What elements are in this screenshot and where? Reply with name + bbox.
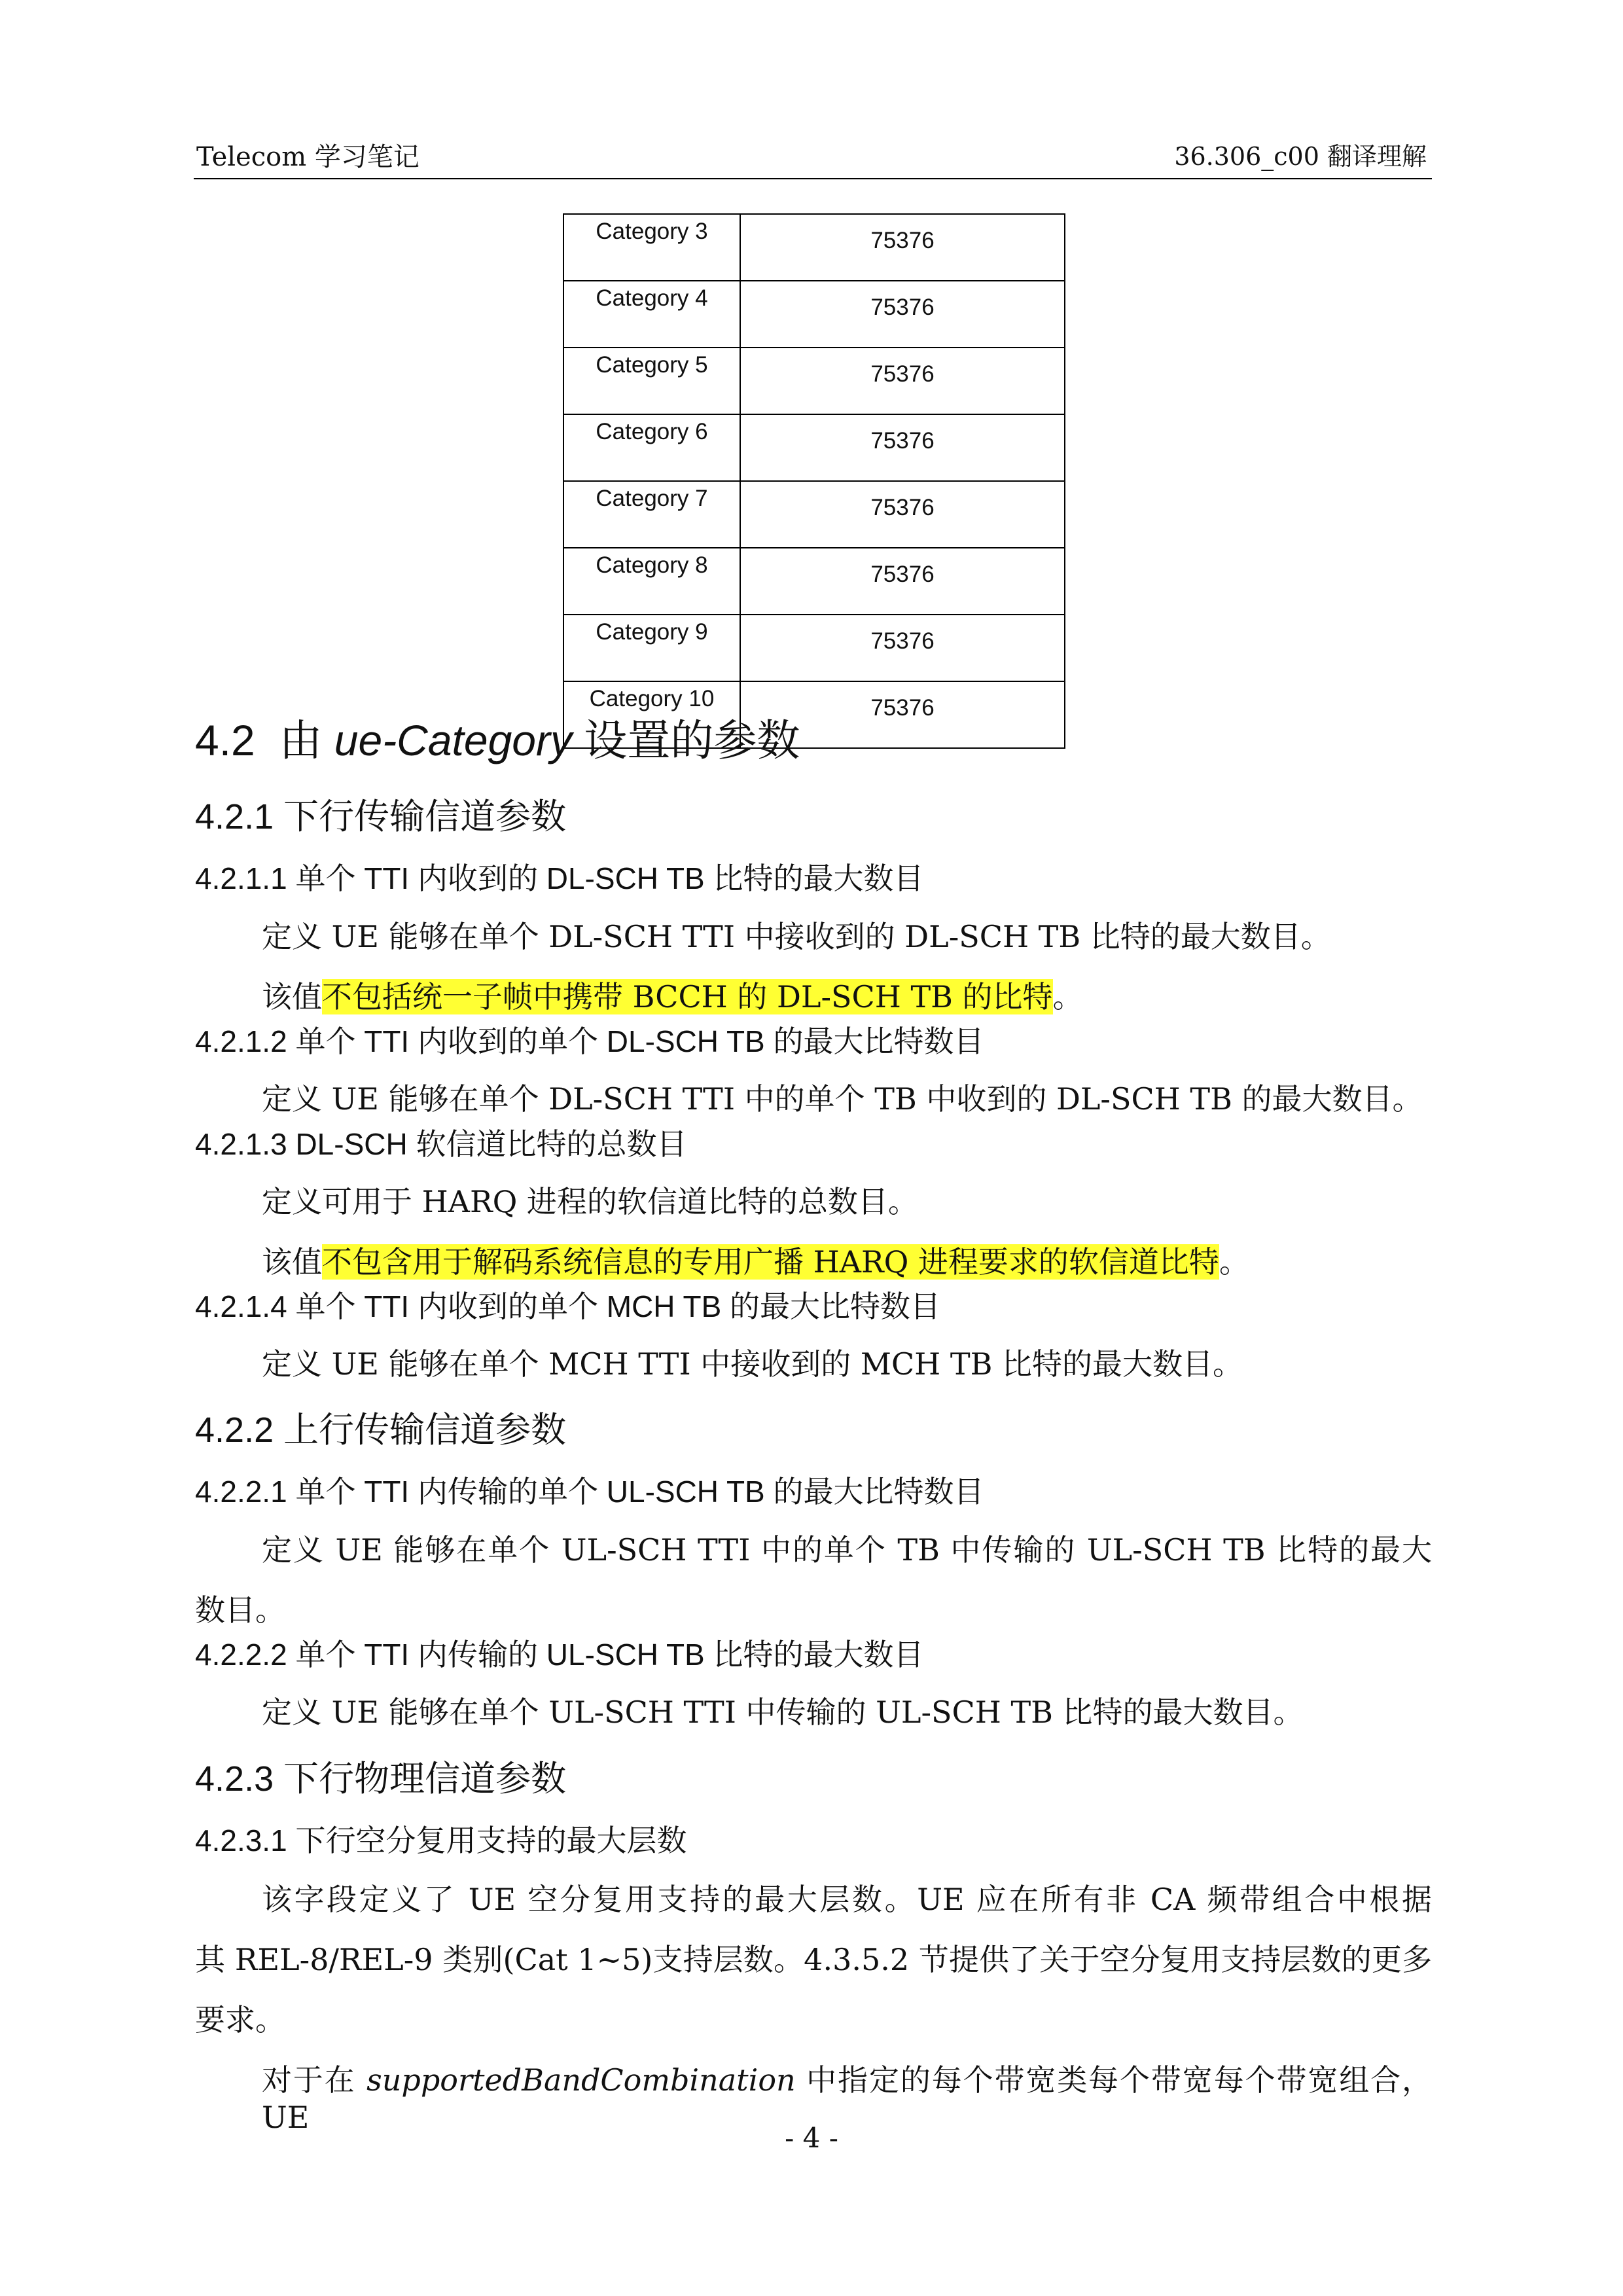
- paragraph: 该字段定义了 UE 空分复用支持的最大层数。UE 应在所有非 CA 频带组合中根据: [262, 1882, 1432, 1917]
- value-cell: 75376: [740, 348, 1065, 414]
- section-number: 4.2: [195, 716, 255, 764]
- paragraph: 定义 UE 能够在单个 MCH TTI 中接收到的 MCH TB 比特的最大数目。: [262, 1346, 1243, 1382]
- section-4-2-2-1-heading: 4.2.2.1 单个 TTI 内传输的单个 UL-SCH TB 的最大比特数目: [195, 1475, 984, 1509]
- category-cell: Category 5: [563, 348, 740, 414]
- category-cell: Category 10: [563, 681, 740, 748]
- paragraph: 定义 UE 能够在单个 UL-SCH TTI 中传输的 UL-SCH TB 比特的最大数目。: [262, 1695, 1304, 1730]
- paragraph: 该值不包含用于解码系统信息的专用广播 HARQ 进程要求的软信道比特。: [262, 1244, 1249, 1280]
- table-row: [563, 414, 1065, 481]
- section-4-2-1-2-heading: 4.2.1.2 单个 TTI 内收到的单个 DL-SCH TB 的最大比特数目: [195, 1024, 984, 1058]
- table-row: [563, 615, 1065, 681]
- category-cell: Category 4: [563, 281, 740, 348]
- paragraph-continuation: 数目。: [195, 1592, 285, 1628]
- table-row: [563, 281, 1065, 348]
- header-right: 36.306_c00 翻译理解: [1174, 142, 1427, 171]
- value-cell: 75376: [740, 214, 1065, 281]
- value-cell: 75376: [740, 414, 1065, 481]
- header-left: Telecom 学习笔记: [196, 142, 419, 172]
- category-cell: Category 7: [563, 481, 740, 548]
- paragraph-continuation: 其 REL-8/REL-9 类别(Cat 1~5)支持层数。4.3.5.2 节提供了关于空分复用支持层数的更多: [195, 1942, 1432, 1977]
- section-4-2-1-1-heading: 4.2.1.1 单个 TTI 内收到的 DL-SCH TB 比特的最大数目: [195, 861, 924, 895]
- value-cell: 75376: [740, 681, 1065, 748]
- value-cell: 75376: [740, 615, 1065, 681]
- section-4-2-3-heading: 4.2.3 下行物理信道参数: [195, 1759, 567, 1799]
- table-row: [563, 214, 1065, 281]
- page-number: - 4 -: [785, 2122, 838, 2154]
- table-row: [563, 548, 1065, 615]
- section-4-2-2-2-heading: 4.2.2.2 单个 TTI 内传输的 UL-SCH TB 比特的最大数目: [195, 1638, 924, 1672]
- header-rule: [194, 178, 1432, 179]
- category-cell: Category 6: [563, 414, 740, 481]
- category-cell: Category 3: [563, 214, 740, 281]
- table-row: [563, 481, 1065, 548]
- category-cell: Category 8: [563, 548, 740, 615]
- section-4-2-heading: 4.2 由 ue-Category 设置的参数: [195, 716, 800, 764]
- section-4-2-3-1-heading: 4.2.3.1 下行空分复用支持的最大层数: [195, 1823, 687, 1857]
- section-4-2-1-heading: 4.2.1 下行传输信道参数: [195, 797, 567, 836]
- highlighted-text: 不包含用于解码系统信息的专用广播 HARQ 进程要求的软信道比特: [322, 1244, 1219, 1280]
- value-cell: 75376: [740, 281, 1065, 348]
- paragraph-continuation: 要求。: [195, 2002, 285, 2037]
- value-cell: 75376: [740, 548, 1065, 615]
- section-4-2-1-3-heading: 4.2.1.3 DL-SCH 软信道比特的总数目: [195, 1127, 687, 1161]
- paragraph: 定义 UE 能够在单个 DL-SCH TTI 中的单个 TB 中收到的 DL-SCH TB 的最大数目。: [262, 1081, 1423, 1117]
- highlighted-text: 不包括统一子帧中携带 BCCH 的 DL-SCH TB 的比特: [322, 979, 1053, 1014]
- paragraph: 定义 UE 能够在单个 UL-SCH TTI 中的单个 TB 中传输的 UL-SCH TB 比特的最大: [262, 1532, 1432, 1568]
- category-cell: Category 9: [563, 615, 740, 681]
- table-row: [563, 348, 1065, 414]
- section-4-2-1-4-heading: 4.2.1.4 单个 TTI 内收到的单个 MCH TB 的最大比特数目: [195, 1289, 941, 1323]
- value-cell: 75376: [740, 481, 1065, 548]
- category-table: [563, 213, 1065, 749]
- paragraph: 对于在 supportedBandCombination 中指定的每个带宽类每个带宽每个带宽组合，UE: [262, 2062, 1433, 2135]
- paragraph: 该值不包括统一子帧中携带 BCCH 的 DL-SCH TB 的比特。: [262, 979, 1083, 1014]
- paragraph: 定义 UE 能够在单个 DL-SCH TTI 中接收到的 DL-SCH TB 比特的最大数目。: [262, 919, 1331, 954]
- paragraph: 定义可用于 HARQ 进程的软信道比特的总数目。: [262, 1184, 918, 1219]
- section-4-2-2-heading: 4.2.2 上行传输信道参数: [195, 1410, 567, 1450]
